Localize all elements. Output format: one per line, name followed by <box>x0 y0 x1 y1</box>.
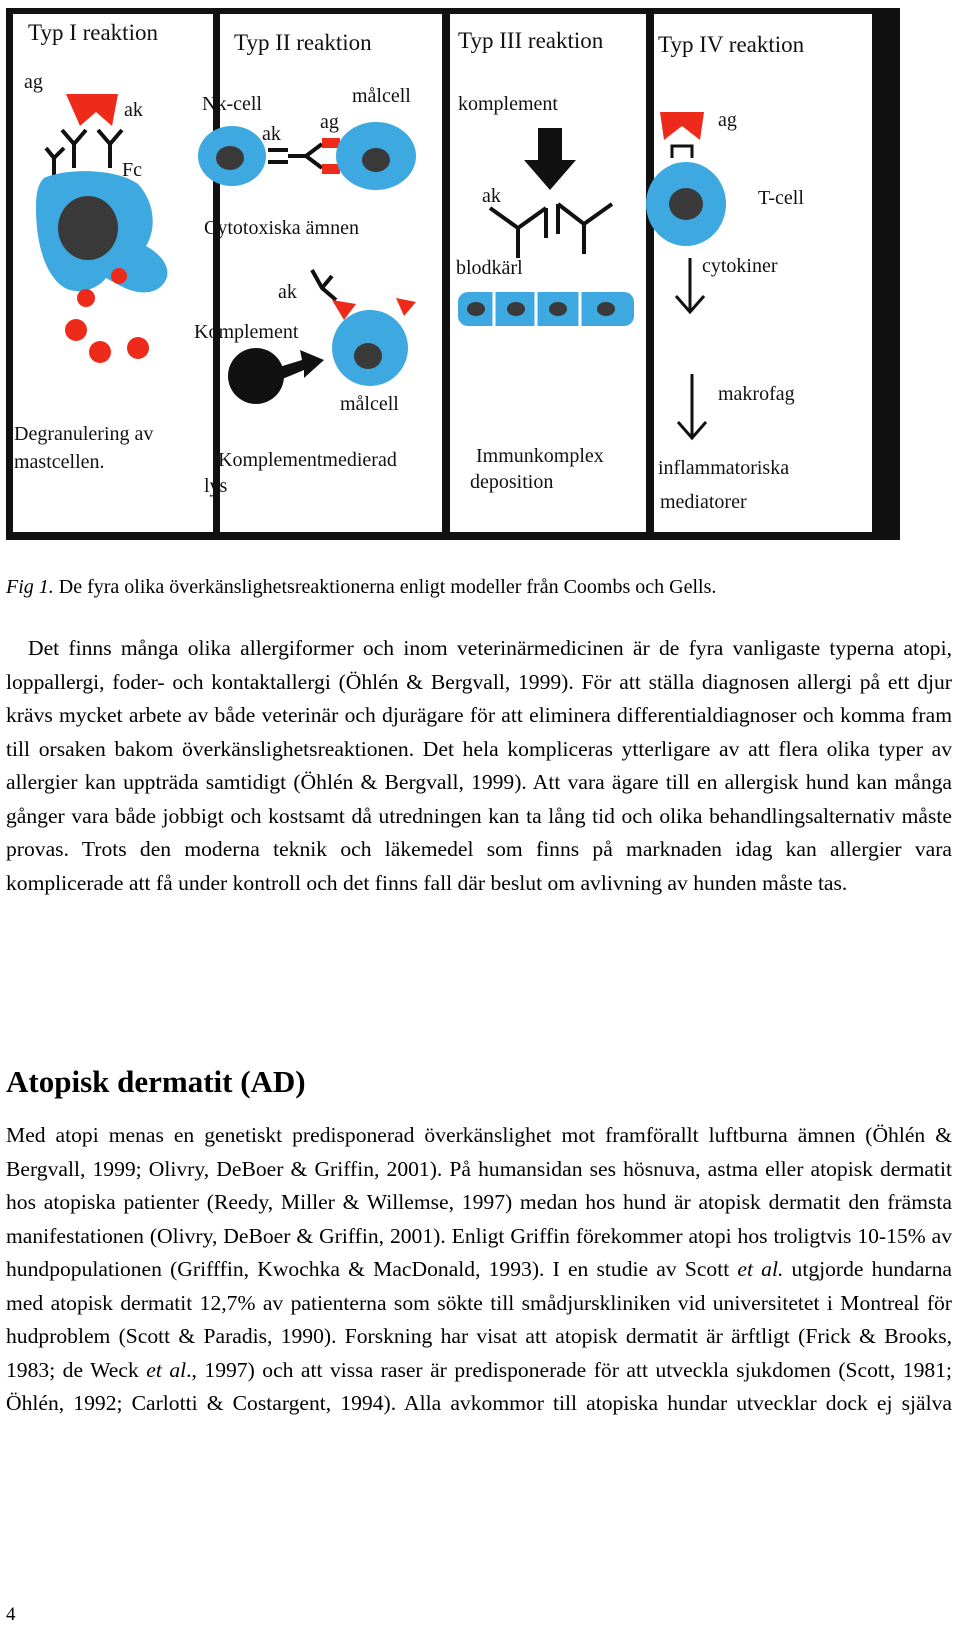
paragraph-text: utgjorde hundarna med atopisk dermatit 12,7% av patienterna som sökte till smådjurskliniken vid universitetet i Montreal för hudproblem (Scott & Paradis, 1990). Forskning har visat att atopisk dermatit är ärftligt (Frick & Brooks, 1983; de Weck <box>6 1257 952 1382</box>
mast-cell-nucleus <box>58 196 118 260</box>
label-ag: ag <box>320 111 339 133</box>
caption-line: Degranulering av <box>14 423 154 445</box>
nk-nucleus <box>216 146 244 170</box>
caption-line: deposition <box>470 471 554 493</box>
caption-line: inflammatoriska <box>658 457 790 479</box>
complement-icon <box>228 348 284 404</box>
body-paragraph <box>6 1119 952 1421</box>
label-malcell2: målcell <box>340 393 399 415</box>
citation-etal: et al <box>146 1357 187 1382</box>
label-komplement: komplement <box>458 93 558 115</box>
hypersensitivity-figure <box>6 8 900 540</box>
label-ak: ak <box>262 123 281 145</box>
caption-line: Immunkomplex <box>476 445 604 467</box>
citation-etal: et al. <box>737 1257 784 1281</box>
section-heading: Atopisk dermatit (AD) <box>6 1064 306 1099</box>
label-nk: Nk-cell <box>202 93 262 115</box>
label-ag: ag <box>718 109 737 131</box>
label-ak: ak <box>482 185 501 207</box>
panel-typ-iii <box>450 14 646 532</box>
caption-line: mastcellen. <box>14 451 105 473</box>
panel-typ-ii <box>194 14 442 532</box>
target-nucleus-2 <box>354 343 382 369</box>
label-ak: ak <box>124 99 143 121</box>
caption-line: mediatorer <box>660 491 747 513</box>
caption-text: De fyra olika överkänslighetsreaktionerna enligt modeller från Coombs och Gells. <box>53 576 717 598</box>
label-makrofag: makrofag <box>718 383 795 405</box>
label-malcell: målcell <box>352 85 411 107</box>
paragraph-text: ., 1997) och att vissa raser är predisponerade för att utveckla sjukdomen (Scott, 1981; Öhlén, 1992; Carlotti & Costargent, 1994). Alla avkommor till atopiska hundar utvecklar dock ej själva <box>6 1357 952 1415</box>
label-fc: Fc <box>122 159 142 181</box>
caption-line: Komplementmedierad <box>218 449 397 471</box>
page-number: 4 <box>6 1604 16 1625</box>
panel-typ-i <box>13 14 213 532</box>
panel-title: Typ IV reaktion <box>658 32 805 57</box>
t-cell-nucleus <box>669 188 703 220</box>
label-blodkarl: blodkärl <box>456 257 523 279</box>
blood-vessel <box>458 292 634 326</box>
body-paragraph: Det finns många olika allergiformer och inom veterinärmedicinen är de fyra vanligaste typerna atopi, loppallergi, foder- och kontaktallergi (Öhlén & Bergvall, 1999). För att ställa diagnosen allergi på ett djur krävs mycket arbete av både veterinär och djurägare för att eliminera differentialdiagnoser och komma fram till orsaken bakom överkänslighetsreaktionen. Det hela kompliceras ytterligare av att flera olika typer av allergier kan uppträda samtidigt (Öhlén & Bergvall, 1999). Att vara ägare till en allergisk hund kan många gånger vara både jobbigt och kostsamt då utredningen kan ta lång tid och olika behandlingsalternativ måste provas. Trots den moderna teknik och läkemedel som finns på marknaden idag kan allergier vara komplicerade att få under kontroll och det finns fall där beslut om avlivning av hunden måste tas. <box>6 636 952 895</box>
label-tcell: T-cell <box>758 187 804 209</box>
paragraph-text: Med atopi menas en genetiskt predisponerad överkänslighet mot framförallt luftburna ämnen (Öhlén & Bergvall, 1999; Olivry, DeBoer & Griffin, 2001). På humansidan ses hösnuva, astma eller atopisk dermatit hos atopiska patienter (Reedy, Miller & Willemse, 1997) medan hos hund är atopisk dermatit den främsta manifestationen (Olivry, DeBoer & Griffin, 2001). Enligt Griffin förekommer atopi hos troligtvis 10-15% av hundpopulationen (Grifffin, Kwochka & MacDonald, 1993). I en studie av Scott <box>6 1123 952 1281</box>
label-cytokiner: cytokiner <box>702 255 778 277</box>
panel-typ-iv <box>646 14 872 532</box>
caption-label: Fig 1. <box>6 576 54 598</box>
label-ag: ag <box>24 71 43 93</box>
panel-title: Typ I reaktion <box>28 20 158 45</box>
figure-caption <box>6 572 936 602</box>
label-komplement: Komplement <box>194 321 299 343</box>
label-cyto: Cytotoxiska ämnen <box>204 217 359 239</box>
label-ak2: ak <box>278 281 297 303</box>
caption-line: lys <box>204 475 228 497</box>
panel-title: Typ II reaktion <box>234 30 372 55</box>
target-nucleus <box>362 148 390 172</box>
panel-title: Typ III reaktion <box>458 28 604 53</box>
